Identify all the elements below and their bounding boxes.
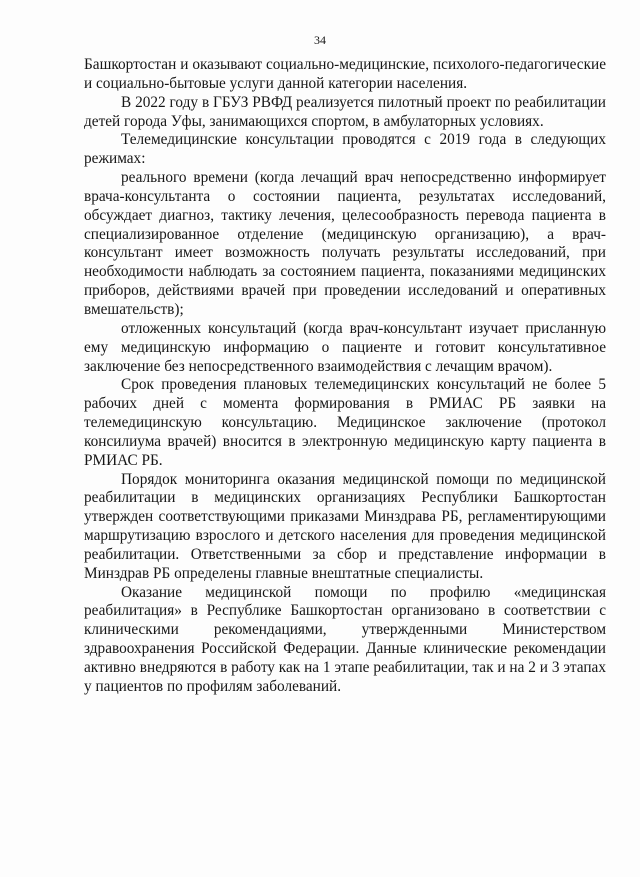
list-item: реального времени (когда лечащий врач непосредственно информирует врача-консультанта о состоянии пациента, результатах исследований, обсуждает диагноз, тактику лечения, целесообразность перевода пациента в специализированное отделение (медицинскую организацию), а врач-консультант имеет возможность получать результаты исследований, при необходимости наблюдать за состоянием пациента, показаниями медицинских приборов, действиями врачей при проведении исследований и оперативных вмешательств); [84,169,606,318]
paragraph: Оказание медицинской помощи по профилю «медицинская реабилитация» в Республике Башкортостан организовано в соответствии с клиническими рекомендациями, утвержденными Министерством здравоохранения Российской Федерации. Данные клинические рекомендации активно внедряются в работу как на 1 этапе реабилитации, так и на 2 и 3 этапах у пациентов по профилям заболеваний. [84,583,606,695]
page-number: 34 [314,33,326,47]
paragraph: В 2022 году в ГБУЗ РВФД реализуется пилотный проект по реабилитации детей города Уфы, занимающихся спортом, в амбулаторных условиях. [84,93,606,130]
paragraph: Срок проведения плановых телемедицинских консультаций не более 5 рабочих дней с момента формирования в РМИАС РБ заявки на телемедицинскую консультацию. Медицинское заключение (протокол консилиума врачей) вносится в электронную медицинскую карту пациента в РМИАС РБ. [84,376,606,469]
paragraph: Башкортостан и оказывают социально-медицинские, психолого-педагогические и социально-бытовые услуги данной категории населения. [84,56,606,92]
body-text [84,56,606,697]
list-item: отложенных консультаций (когда врач-консультант изучает присланную ему медицинскую информацию о пациенте и готовит консультативное заключение без непосредственного взаимодействия с лечащим врачом). [84,319,606,375]
paragraph: Порядок мониторинга оказания медицинской помощи по медицинской реабилитации в медицинских организациях Республики Башкортостан утвержден соответствующими приказами Минздрава РБ, регламентирующими маршрутизацию взрослого и детского населения для проведения медицинской реабилитации. Ответственными за сбор и представление информации в Минздрав РБ определены главные внештатные специалисты. [84,470,606,582]
paragraph: Телемедицинские консультации проводятся с 2019 года в следующих режимах: [84,131,606,168]
